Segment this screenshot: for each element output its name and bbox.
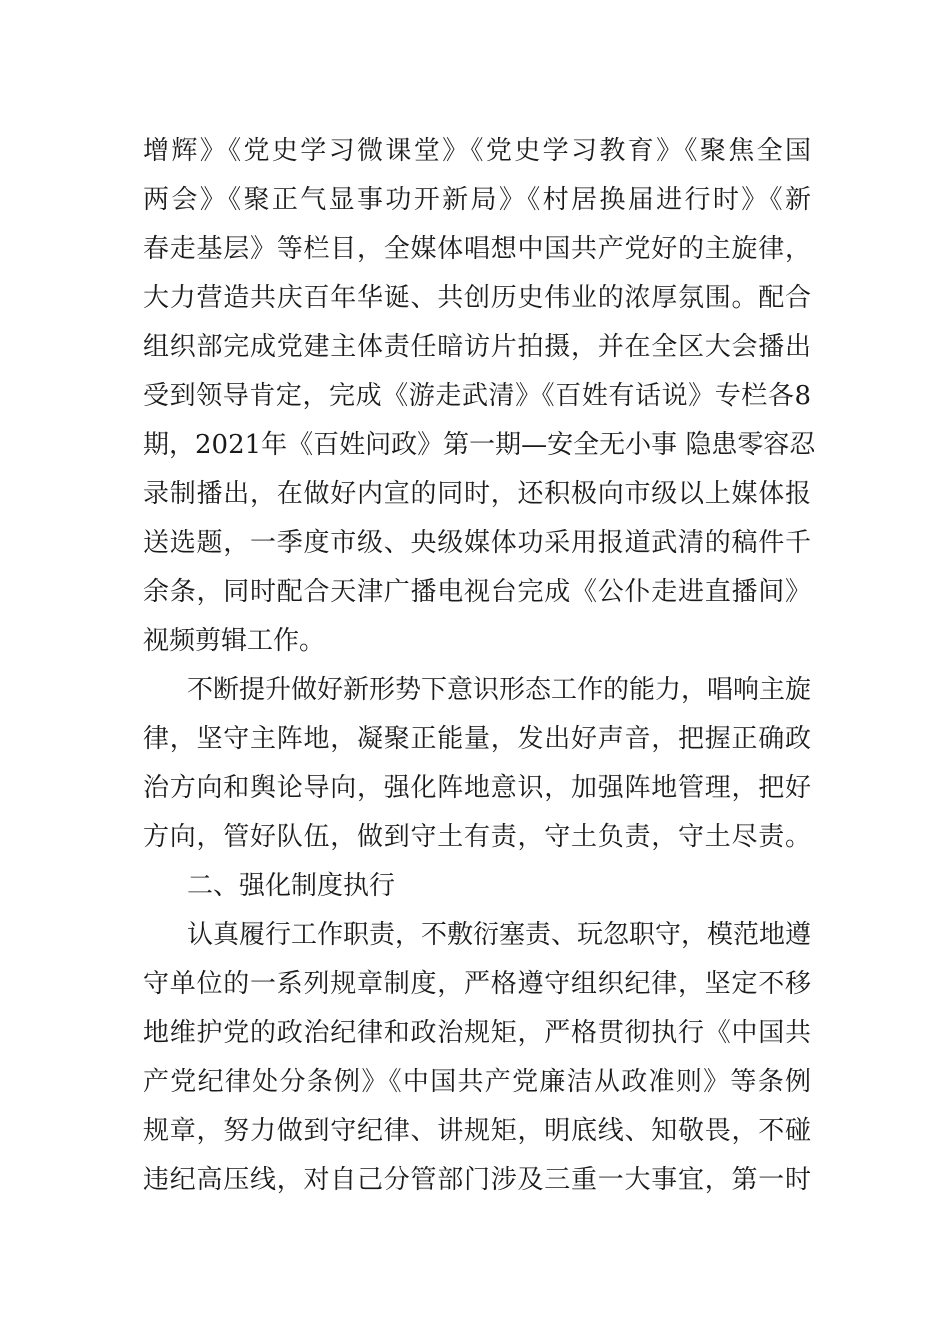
- document-body: [143, 127, 816, 1205]
- text-line: 守单位的一系列规章制度，严格遵守组织纪律，坚定不移: [143, 969, 811, 999]
- text-line: 律，坚守主阵地，凝聚正能量，发出好声音，把握正确政: [143, 724, 811, 754]
- text-line: 规章，努力做到守纪律、讲规矩，明底线、知敬畏，不碰: [143, 1116, 811, 1146]
- text-line: 大力营造共庆百年华诞、共创历史伟业的浓厚氛围。配合: [143, 283, 811, 313]
- text-line: 组织部完成党建主体责任暗访片拍摄，并在全区大会播出: [143, 332, 811, 362]
- text-line: 增辉》《党史学习微课堂》《党史学习教育》《聚焦全国: [143, 136, 811, 166]
- text-line: 受到领导肯定，完成《游走武清》《百姓有话说》专栏各8: [143, 381, 811, 411]
- paragraph-ideology-work: [143, 666, 811, 862]
- text-line: 产党纪律处分条例》《中国共产党廉洁从政准则》等条例: [143, 1067, 811, 1097]
- section-heading: [143, 862, 811, 911]
- text-line: 违纪高压线，对自己分管部门涉及三重一大事宜，第一时: [143, 1165, 811, 1195]
- text-line: 地维护党的政治纪律和政治规矩，严格贯彻执行《中国共: [143, 1018, 811, 1048]
- text-line: 送选题，一季度市级、央级媒体功采用报道武清的稿件千: [143, 528, 811, 558]
- text-line: 期，2021年《百姓问政》第一期—安全无小事 隐患零容忍: [143, 430, 816, 460]
- text-line: 视频剪辑工作。: [143, 626, 326, 656]
- text-line: 治方向和舆论导向，强化阵地意识，加强阵地管理，把好: [143, 773, 811, 803]
- paragraph-discipline: [143, 911, 811, 1205]
- text-line: 录制播出，在做好内宣的同时，还积极向市级以上媒体报: [143, 479, 811, 509]
- heading-text: 二、强化制度执行: [187, 871, 396, 901]
- text-line: 春走基层》等栏目，全媒体唱想中国共产党好的主旋律，: [143, 234, 811, 264]
- text-line: 余条，同时配合天津广播电视台完成《公仆走进直播间》: [143, 577, 811, 607]
- paragraph-media-work: [143, 127, 816, 666]
- text-line: 两会》《聚正气显事功开新局》《村居换届进行时》《新: [143, 185, 811, 215]
- text-line: 不断提升做好新形势下意识形态工作的能力，唱响主旋: [187, 675, 812, 705]
- text-line: 认真履行工作职责，不敷衍塞责、玩忽职守，模范地遵: [187, 920, 812, 950]
- text-line: 方向，管好队伍，做到守土有责，守土负责，守土尽责。: [143, 822, 811, 852]
